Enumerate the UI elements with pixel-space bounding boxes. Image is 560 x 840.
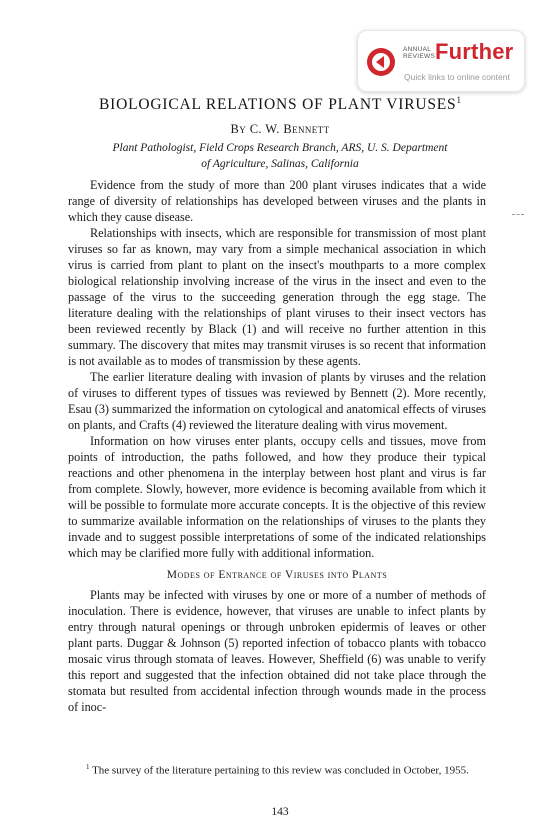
affiliation-line-1: Plant Pathologist, Field Crops Research Branch, ARS, U. S. Department [112, 142, 448, 154]
badge-word: Further [435, 39, 514, 64]
page-number: 143 [271, 806, 289, 818]
paragraph: Information on how viruses enter plants, occupy cells and tissues, move from points of introduction, the paths followed, and how they produce their typical reactions and other phenomena in the interplay between host plant and virus is far from complete. Slowly, however, more evidence is becoming available from which it will be possible to formulate more accurate concepts. It is the objective of this review to summarize available information on the relationships of viruses to the plants they invade and to suggest possible interpretations of some of the indicated relationships which may be clarified more fully with additional information. [68, 434, 486, 560]
paragraph: Evidence from the study of more than 200 plant viruses indicates that a wide range of diversity of relationships has developed between viruses and the plants in which they cause disease. [68, 178, 486, 224]
footnote [68, 760, 486, 779]
affiliation-line-2: of Agriculture, Salinas, California [201, 158, 359, 170]
footnote-marker: 1 [86, 763, 90, 771]
author-line [0, 122, 560, 137]
margin-mark [512, 214, 524, 216]
further-badge[interactable] [357, 30, 525, 92]
badge-tagline: Quick links to online content [404, 72, 510, 82]
paragraph: The earlier literature dealing with invasion of plants by viruses and the relation of viruses to different types of tissues was reviewed by Bennett (2). More recently, Esau (3) summarized the information on cytological and anatomical effects of viruses on plants, and Crafts (4) reviewed the literature dealing with virus movement. [68, 370, 486, 432]
section-heading: Modes of Entrance of Viruses into Plants [166, 569, 388, 581]
author-prefix: By [230, 122, 247, 136]
footnote-text: The survey of the literature pertaining to this review was concluded in October, 1955. [92, 764, 469, 777]
arrow-circle-icon [366, 47, 396, 77]
article-body [68, 177, 486, 715]
affiliation [60, 140, 500, 172]
article-title: BIOLOGICAL RELATIONS OF PLANT VIRUSES$^1$ [99, 95, 461, 114]
paragraph: Plants may be infected with viruses by one or more of a number of methods of inoculation. There is evidence, however, that viruses are unable to infect plants by entry through natural openings or through unbroken epidermis of leaves or other plant parts. Duggar & Johnson (5) reported infection of tobacco plants with tobacco mosaic virus through stomata of leaves. However, Sheffield (6) was unable to verify this report and suggested that the infection obtained did not take place through the stomata but resulted from accidental infection through wounds made in the process of inoc- [68, 588, 486, 714]
badge-publisher: ANNUAL REVIEWS [403, 46, 436, 60]
title-footnote-marker: 1 [456, 95, 461, 105]
paragraph: Relationships with insects, which are responsible for transmission of most plant viruses so far as known, may vary from a simple mechanical association in which virus is carried from plant to plant on the insect's mouthparts to a more complex biological relationship involving increase of the virus in the insect and even to the passage of the virus to the succeeding generation through the egg stage. The literature dealing with the relationships of plant viruses to their insect vectors has been reviewed recently by Black (1) and will receive no further attention in this summary. The discovery that mites may transmit viruses is so recent that information is not available as to modes of transmission by these agents. [68, 226, 486, 368]
author-name: C. W. Bennett [249, 122, 330, 136]
